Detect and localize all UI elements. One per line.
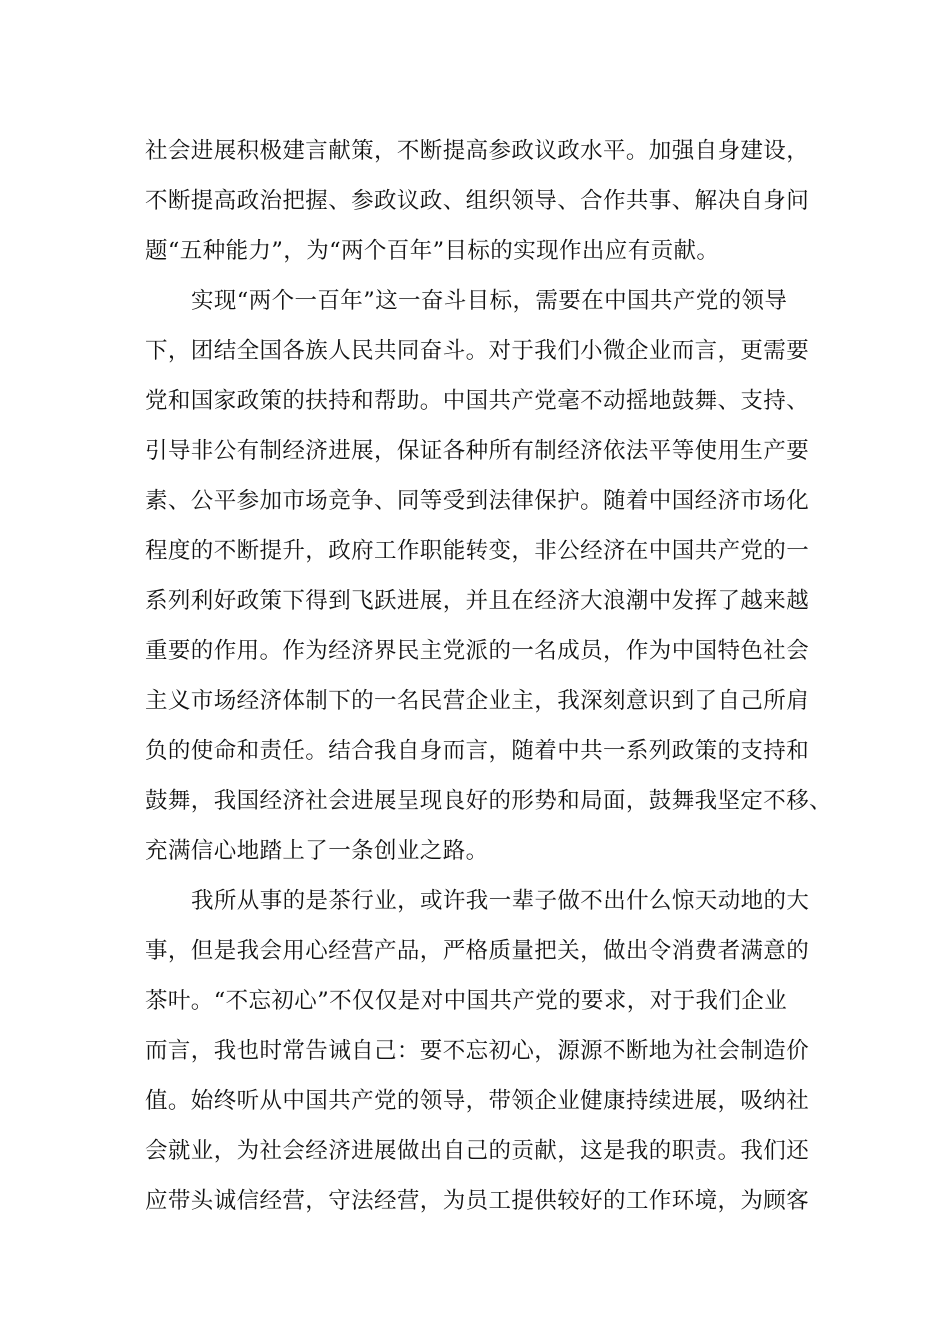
text-line: 重要的作用。作为经济界民主党派的一名成员，作为中国特色社会 (145, 638, 810, 664)
paragraph-first-line: 实现“两个一百年”这一奋斗目标，需要在中国共产党的领导 (191, 288, 788, 314)
text-line: 事，但是我会用心经营产品，严格质量把关，做出令消费者满意的 (145, 938, 810, 964)
text-line: 系列利好政策下得到飞跃进展，并且在经济大浪潮中发挥了越来越 (145, 588, 810, 614)
text-line: 社会进展积极建言献策，不断提高参政议政水平。加强自身建设， (145, 138, 810, 164)
text-line: 会就业，为社会经济进展做出自己的贡献，这是我的职责。我们还 (145, 1138, 810, 1164)
text-line: 素、公平参加市场竞争、同等受到法律保护。随着中国经济市场化 (145, 488, 810, 514)
text-line: 主义市场经济体制下的一名民营企业主，我深刻意识到了自己所肩 (145, 688, 810, 714)
text-line: 下，团结全国各族人民共同奋斗。对于我们小微企业而言，更需要 (145, 338, 810, 364)
text-line: 茶叶。“不忘初心”不仅仅是对中国共产党的要求，对于我们企业 (145, 988, 788, 1014)
text-line: 题“五种能力”，为“两个百年”目标的实现作出应有贡献。 (145, 238, 720, 264)
text-line: 充满信心地踏上了一条创业之路。 (145, 838, 489, 864)
text-line: 不断提高政治把握、参政议政、组织领导、合作共事、解决自身问 (145, 188, 810, 214)
text-line: 党和国家政策的扶持和帮助。中国共产党毫不动摇地鼓舞、支持、 (145, 388, 810, 414)
text-line: 应带头诚信经营，守法经营，为员工提供较好的工作环境，为顾客 (145, 1188, 810, 1214)
text-line: 而言，我也时常告诫自己：要不忘初心，源源不断地为社会制造价 (145, 1038, 810, 1064)
paragraph-first-line: 我所从事的是茶行业，或许我一辈子做不出什么惊天动地的大 (191, 888, 810, 914)
text-line: 程度的不断提升，政府工作职能转变，非公经济在中国共产党的一 (145, 538, 810, 564)
text-line: 值。始终听从中国共产党的领导，带领企业健康持续进展，吸纳社 (145, 1088, 810, 1114)
text-line: 引导非公有制经济进展，保证各种所有制经济依法平等使用生产要 (145, 438, 810, 464)
text-line: 负的使命和责任。结合我自身而言，随着中共一系列政策的支持和 (145, 738, 810, 764)
text-line: 鼓舞，我国经济社会进展呈现良好的形势和局面，鼓舞我坚定不移、 (145, 788, 833, 814)
